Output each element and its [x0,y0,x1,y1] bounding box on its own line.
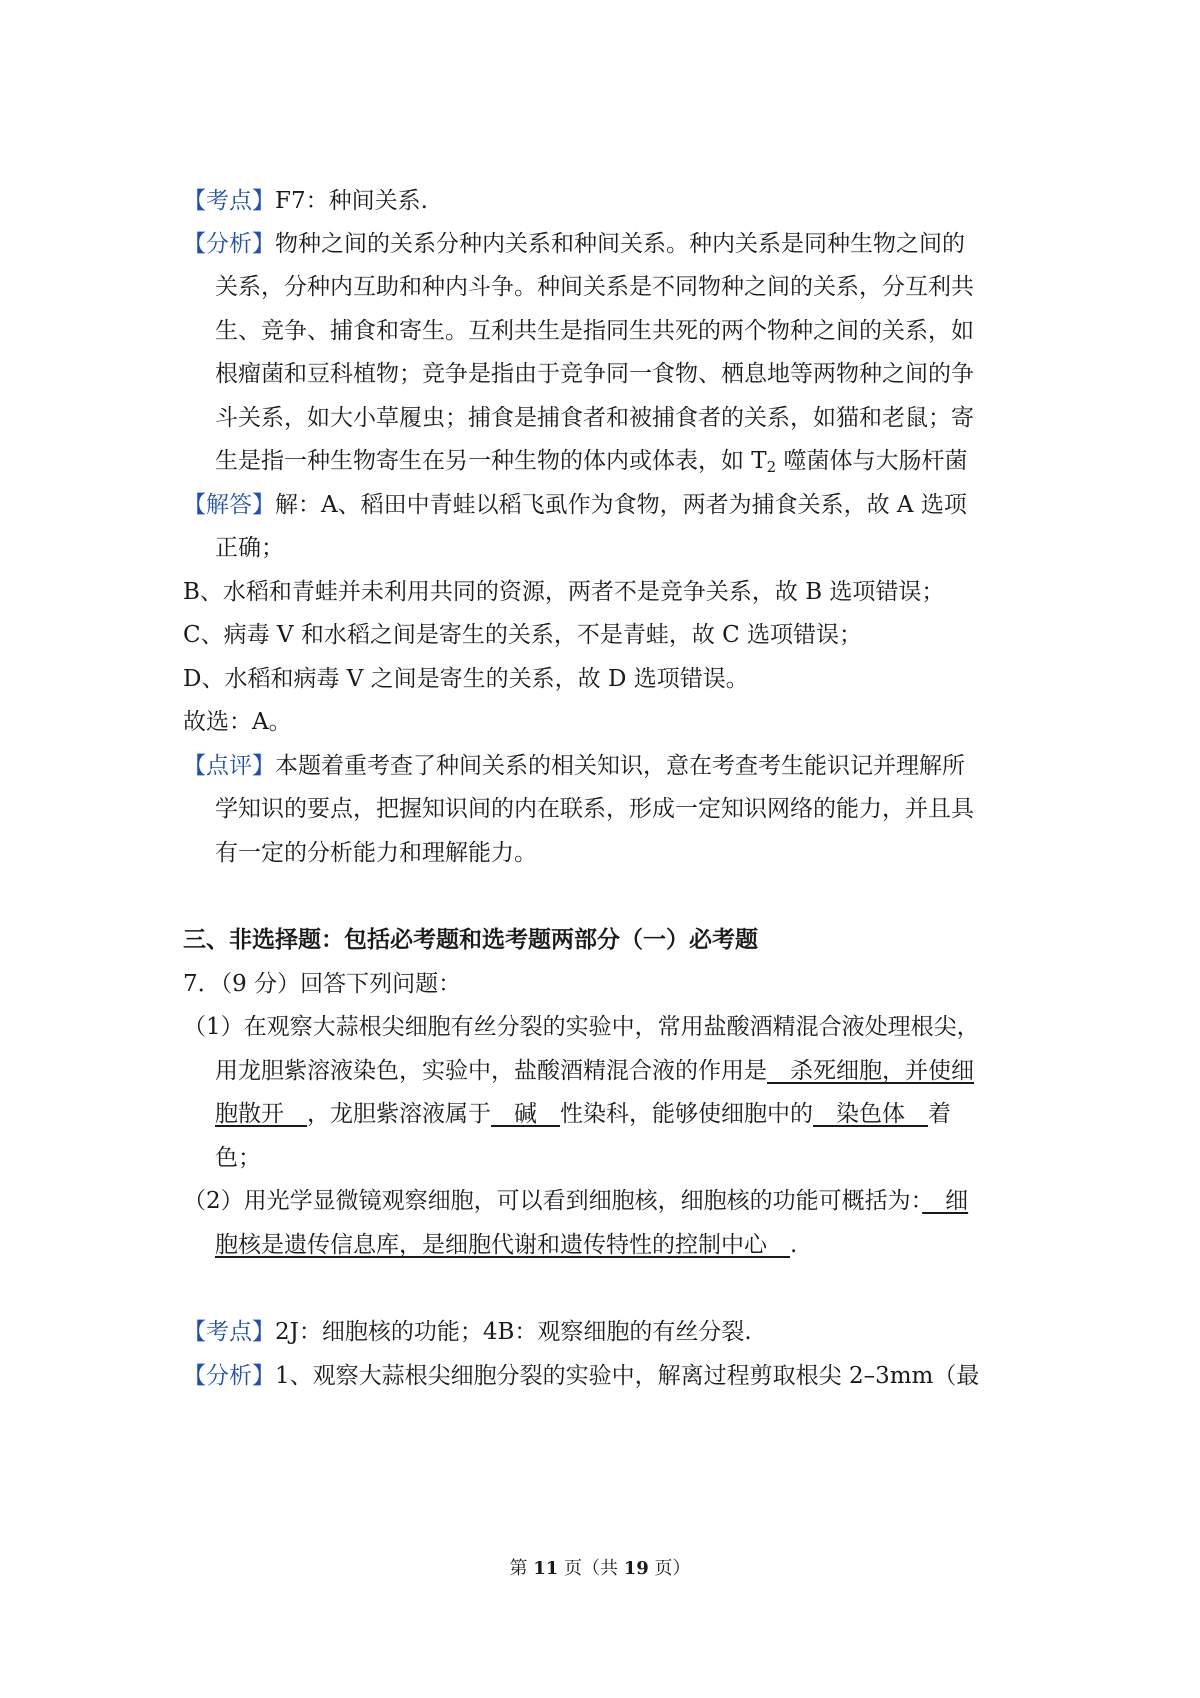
kaodian-line-2 [183,1317,752,1347]
q7-part2-end: . [790,1232,798,1258]
fenxi-tag-2: 【分析】 [183,1363,275,1389]
answer-blank-2: 碱 [491,1101,560,1127]
fenxi-line-2-1 [183,1361,979,1391]
q7-part1-text: 用龙胆紫溶液染色，实验中，盐酸酒精混合液的作用是 [215,1058,767,1084]
q7-part1-line-4: 色； [215,1145,261,1171]
fenxi-line-5: 斗关系，如大小草履虫；捕食是捕食者和被捕食者的关系，如猫和老鼠；寄 [215,405,974,431]
jieda-line-1 [183,490,967,520]
page-number: 11 [533,1558,559,1579]
q7-part1-line-3 [215,1099,951,1129]
fenxi-last-text-end: 噬菌体与大肠杆菌 [776,448,968,474]
fenxi-line-4: 根瘤菌和豆科植物；竞争是指由于竞争同一食物、栖息地等两物种之间的争 [215,361,974,387]
q7-part1-text-4: 着 [928,1101,951,1127]
dianping-tag: 【点评】 [183,753,275,779]
q7-part1-text-2: ，龙胆紫溶液属于 [307,1101,491,1127]
fenxi-text-2: 1、观察大蒜根尖细胞分裂的实验中，解离过程剪取根尖 2–3mm（最 [275,1363,980,1389]
option-d: D、水稻和病毒 V 之间是寄生的关系，故 D 选项错误。 [183,666,749,692]
answer-blank-1: 杀死细胞，并使细 [767,1058,974,1084]
footer-pre: 第 [509,1558,534,1579]
fenxi-tag: 【分析】 [183,231,275,257]
section-title: 三、非选择题：包括必考题和选考题两部分（一）必考题 [183,926,758,953]
q7-part2-line-2 [215,1230,797,1260]
dianping-text: 本题着重考查了种间关系的相关知识，意在考查考生能识记并理解所 [275,753,965,779]
q7-part1-text-3: 性染科，能够使细胞中的 [560,1101,813,1127]
answer-blank-3: 染色体 [813,1101,928,1127]
dianping-line-3: 有一定的分析能力和理解能力。 [215,840,537,866]
answer-blank-4-cont: 胞核是遗传信息库，是细胞代谢和遗传特性的控制中心 [215,1232,790,1258]
jieda-line-2: 正确； [215,535,284,561]
kaodian-text-2: 2J：细胞核的功能；4B：观察细胞的有丝分裂. [275,1319,752,1345]
fenxi-line-6 [215,446,968,482]
answer-line: 故选：A。 [183,709,292,735]
q7-part2-line-1 [183,1186,968,1216]
fenxi-line-2: 关系，分种内互助和种内斗争。种间关系是不同物种之间的关系，分互利共 [215,274,974,300]
kaodian-line [183,186,428,216]
question-7-header: 7．（9 分）回答下列问题： [183,971,462,997]
q7-part2-text: （2）用光学显微镜观察细胞，可以看到细胞核，细胞核的功能可概括为： [183,1188,923,1214]
dianping-line-2: 学知识的要点，把握知识间的内在联系，形成一定知识网络的能力，并且具 [215,796,974,822]
footer-mid: 页（共 [558,1558,624,1579]
jieda-tag: 【解答】 [183,492,275,518]
footer-post: 页） [648,1558,691,1579]
q7-part1-line-1: （1）在观察大蒜根尖细胞有丝分裂的实验中，常用盐酸酒精混合液处理根尖， [183,1014,980,1040]
page-total: 19 [623,1558,649,1579]
subscript: 2 [766,458,777,476]
fenxi-line-3: 生、竞争、捕食和寄生。互利共生是指同生共死的两个物种之间的关系，如 [215,318,974,344]
answer-blank-1-cont: 胞散开 [215,1101,307,1127]
fenxi-text: 物种之间的关系分种内关系和种间关系。种内关系是同种生物之间的 [275,231,965,257]
page-footer [0,1557,1200,1581]
fenxi-last-text: 生是指一种生物寄生在另一种生物的体内或体表，如 T [215,448,767,474]
answer-blank-4: 细 [922,1188,969,1214]
option-c: C、病毒 V 和水稻之间是寄生的关系，不是青蛙，故 C 选项错误； [183,622,863,648]
kaodian-tag: 【考点】 [183,188,275,214]
option-b: B、水稻和青蛙并未利用共同的资源，两者不是竞争关系，故 B 选项错误； [183,579,945,605]
kaodian-tag-2: 【考点】 [183,1319,275,1345]
kaodian-text: F7：种间关系. [275,188,428,214]
fenxi-line-1 [183,229,965,259]
jieda-text: 解：A、稻田中青蛙以稻飞虱作为食物，两者为捕食关系，故 A 选项 [275,492,967,518]
dianping-line-1 [183,751,965,781]
q7-part1-line-2 [215,1056,974,1086]
